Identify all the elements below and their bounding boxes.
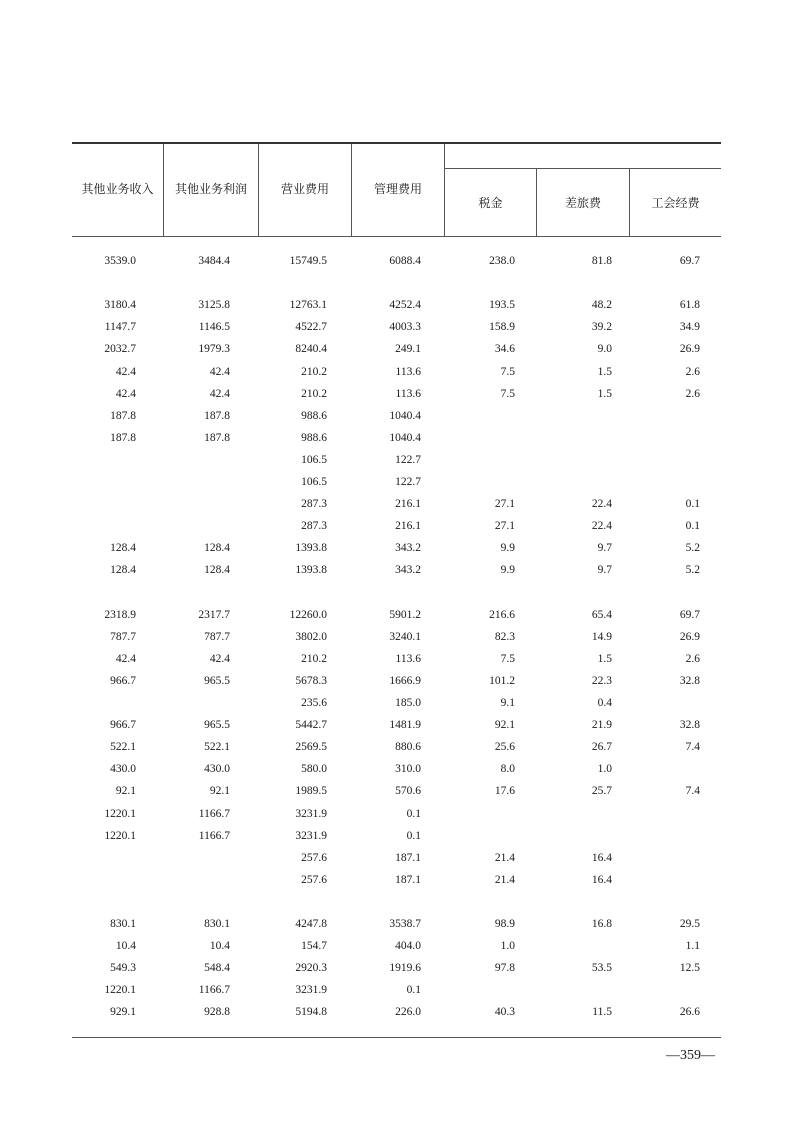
table-cell: 1147.7 [104,321,136,334]
table-cell: 26.7 [591,741,612,754]
table-cell: 570.6 [395,785,421,798]
table-cell: 1481.9 [389,719,421,732]
table-cell: 3539.0 [104,255,136,267]
table-cell: 216.1 [395,498,421,511]
table-cell: 1040.4 [389,431,421,444]
table-cell: 548.4 [204,962,230,975]
table-cell: 9.7 [597,542,612,555]
table-cell: 3484.4 [198,255,230,267]
table-cell: 522.1 [204,741,230,754]
table-cell: 1166.7 [198,984,230,997]
table-cell: 29.5 [679,918,700,930]
table-cell: 310.0 [395,763,421,776]
table-cell: 1146.5 [198,321,230,334]
table-cell: 21.4 [494,851,515,864]
table-cell: 2569.5 [295,741,327,754]
table-cell: 522.1 [110,741,136,754]
table-cell: 3538.7 [389,918,421,930]
table-cell: 965.5 [204,719,230,732]
table-row [0,316,793,338]
table-cell: 9.1 [500,697,515,709]
subheader-rule [444,168,721,169]
table-cell: 187.8 [204,409,230,422]
table-cell: 4247.8 [295,918,327,930]
table-cell: 1166.7 [198,829,230,842]
table-cell: 92.1 [115,785,136,798]
table-cell: 216.1 [395,520,421,533]
table-cell: 12763.1 [289,299,327,312]
table-cell: 787.7 [204,630,230,643]
table-cell: 966.7 [110,719,136,732]
table-cell: 3240.1 [389,630,421,643]
table-cell: 2.6 [685,652,700,665]
table-cell: 16.8 [591,918,612,930]
table-row [0,869,793,891]
table-cell: 27.1 [494,520,515,533]
column-header-union-fee: 工会经费 [651,196,700,210]
table-cell: 187.1 [395,873,421,886]
table-cell: 128.4 [110,542,136,555]
table-cell: 1666.9 [389,674,421,687]
table-cell: 5442.7 [295,719,327,732]
table-cell: 122.7 [395,453,421,466]
table-cell: 26.6 [679,1006,700,1019]
table-cell: 2.6 [685,387,700,400]
table-cell: 988.6 [301,431,327,444]
table-cell: 101.2 [489,674,515,687]
table-cell: 5.2 [685,542,700,555]
table-cell: 1989.5 [295,785,327,798]
table-cell: 106.5 [301,476,327,488]
table-cell: 1.0 [597,763,612,776]
table-cell: 0.1 [406,807,421,820]
table-cell: 7.5 [500,387,515,400]
table-cell: 580.0 [301,763,327,776]
table-cell: 0.1 [685,498,700,511]
table-row [0,780,793,802]
table-cell: 154.7 [301,940,327,953]
table-cell: 9.9 [500,564,515,577]
table-cell: 113.6 [395,387,421,400]
table-cell: 25.7 [591,785,612,798]
table-cell: 216.6 [489,608,515,621]
table-cell: 4003.3 [389,321,421,334]
table-cell: 9.7 [597,564,612,577]
table-row [0,604,793,626]
table-cell: 27.1 [494,498,515,511]
table-cell: 7.5 [500,652,515,665]
table-cell: 92.1 [209,785,230,798]
header-divider [444,144,445,236]
table-cell: 1220.1 [104,807,136,820]
table-cell: 65.4 [591,608,612,621]
table-cell: 3231.9 [295,829,327,842]
column-header-operating-expense: 营业费用 [280,182,329,196]
bottom-rule [72,1037,721,1038]
table-cell: 17.6 [494,785,515,798]
table-cell: 880.6 [395,741,421,754]
table-row [0,957,793,979]
table-cell: 1220.1 [104,984,136,997]
table-cell: 0.1 [406,829,421,842]
table-cell: 92.1 [494,719,515,732]
table-cell: 988.6 [301,409,327,422]
table-cell: 12260.0 [289,608,327,621]
table-cell: 238.0 [489,255,515,267]
table-cell: 5678.3 [295,674,327,687]
table-cell: 7.4 [685,785,700,798]
table-cell: 787.7 [110,630,136,643]
table-cell: 42.4 [115,652,136,665]
table-cell: 113.6 [395,652,421,665]
table-cell: 210.2 [301,365,327,378]
table-cell: 53.5 [591,962,612,975]
table-cell: 928.8 [204,1006,230,1019]
table-cell: 32.8 [679,674,700,687]
table-row [0,692,793,714]
table-cell: 1919.6 [389,962,421,975]
table-row [0,427,793,449]
table-cell: 97.8 [494,962,515,975]
table-cell: 1979.3 [198,343,230,356]
table-cell: 98.9 [494,918,515,930]
table-cell: 42.4 [209,387,230,400]
table-row [0,758,793,780]
table-row [0,1001,793,1023]
table-cell: 210.2 [301,652,327,665]
table-cell: 0.4 [597,697,612,709]
table-cell: 16.4 [591,851,612,864]
table-cell: 235.6 [301,697,327,709]
table-row [0,714,793,736]
header-bottom-rule [72,236,721,237]
table-cell: 7.4 [685,741,700,754]
table-cell: 3125.8 [198,299,230,312]
table-cell: 82.3 [494,630,515,643]
table-row [0,383,793,405]
table-row [0,803,793,825]
table-cell: 830.1 [204,918,230,930]
table-cell: 113.6 [395,365,421,378]
table-row [0,515,793,537]
table-cell: 2.6 [685,365,700,378]
table-cell: 430.0 [204,763,230,776]
table-cell: 1.0 [500,940,515,953]
table-row [0,979,793,1001]
table-cell: 26.9 [679,343,700,356]
table-cell: 15749.5 [289,255,327,267]
table-row [0,250,793,272]
table-cell: 257.6 [301,851,327,864]
table-row [0,648,793,670]
table-cell: 69.7 [679,255,700,267]
table-cell: 549.3 [110,962,136,975]
table-cell: 5.2 [685,564,700,577]
table-cell: 106.5 [301,453,327,466]
table-row [0,405,793,427]
column-header-management-expense: 管理费用 [373,182,422,196]
table-cell: 22.4 [591,520,612,533]
table-cell: 2920.3 [295,962,327,975]
table-cell: 9.0 [597,343,612,356]
table-cell: 4522.7 [295,321,327,334]
table-cell: 193.5 [489,299,515,312]
table-cell: 32.8 [679,719,700,732]
table-cell: 3802.0 [295,630,327,643]
column-header-other-business-profit: 其他业务利润 [174,182,247,196]
table-cell: 128.4 [110,564,136,577]
table-row [0,471,793,493]
table-cell: 2317.7 [198,608,230,621]
table-cell: 26.9 [679,630,700,643]
table-cell: 226.0 [395,1006,421,1019]
table-cell: 61.8 [679,299,700,312]
table-cell: 0.1 [406,984,421,997]
table-cell: 3231.9 [295,807,327,820]
table-cell: 34.6 [494,343,515,356]
table-cell: 69.7 [679,608,700,621]
table-cell: 1220.1 [104,829,136,842]
table-cell: 187.8 [204,431,230,444]
page-number: —359— [666,1048,715,1063]
table-cell: 1166.7 [198,807,230,820]
column-header-tax: 税金 [478,196,503,210]
table-cell: 210.2 [301,387,327,400]
table-cell: 1.1 [685,940,700,953]
table-cell: 122.7 [395,476,421,488]
table-cell: 42.4 [115,365,136,378]
table-cell: 185.0 [395,697,421,709]
table-cell: 1393.8 [295,542,327,555]
column-header-other-business-income: 其他业务收入 [81,182,154,196]
table-cell: 39.2 [591,321,612,334]
table-cell: 42.4 [209,365,230,378]
table-cell: 42.4 [115,387,136,400]
table-cell: 404.0 [395,940,421,953]
table-row [0,559,793,581]
table-cell: 16.4 [591,873,612,886]
table-cell: 929.1 [110,1006,136,1019]
table-cell: 187.8 [110,409,136,422]
table-row [0,626,793,648]
table-cell: 14.9 [591,630,612,643]
table-cell: 40.3 [494,1006,515,1019]
table-cell: 966.7 [110,674,136,687]
table-row [0,670,793,692]
table-cell: 42.4 [209,652,230,665]
table-cell: 343.2 [395,564,421,577]
table-cell: 12.5 [679,962,700,975]
table-cell: 158.9 [489,321,515,334]
table-cell: 830.1 [110,918,136,930]
table-cell: 22.4 [591,498,612,511]
table-cell: 10.4 [209,940,230,953]
table-cell: 1393.8 [295,564,327,577]
table-cell: 6088.4 [389,255,421,267]
table-cell: 25.6 [494,741,515,754]
table-cell: 10.4 [115,940,136,953]
table-cell: 1.5 [597,365,612,378]
table-row [0,537,793,559]
table-cell: 128.4 [204,542,230,555]
table-cell: 1.5 [597,652,612,665]
table-cell: 2318.9 [104,608,136,621]
table-cell: 3231.9 [295,984,327,997]
table-cell: 1.5 [597,387,612,400]
table-cell: 34.9 [679,321,700,334]
table-cell: 430.0 [110,763,136,776]
table-cell: 249.1 [395,343,421,356]
table-cell: 343.2 [395,542,421,555]
column-header-travel-expense: 差旅费 [564,196,601,210]
table-cell: 8240.4 [295,343,327,356]
table-row [0,493,793,515]
table-cell: 48.2 [591,299,612,312]
table-cell: 187.1 [395,851,421,864]
table-cell: 5901.2 [389,608,421,621]
table-row [0,736,793,758]
table-cell: 287.3 [301,498,327,511]
table-cell: 21.9 [591,719,612,732]
table-row [0,825,793,847]
table-top-rule [72,142,721,144]
table-row [0,891,793,913]
table-row [0,582,793,604]
table-cell: 2032.7 [104,343,136,356]
table-cell: 187.8 [110,431,136,444]
table-cell: 287.3 [301,520,327,533]
table-cell: 0.1 [685,520,700,533]
table-cell: 5194.8 [295,1006,327,1019]
table-row [0,272,793,294]
table-row [0,913,793,935]
table-cell: 7.5 [500,365,515,378]
table-row [0,338,793,360]
table-cell: 257.6 [301,873,327,886]
table-row [0,294,793,316]
table-row [0,935,793,957]
table-cell: 1040.4 [389,409,421,422]
table-cell: 11.5 [592,1006,612,1019]
table-cell: 8.0 [500,763,515,776]
table-cell: 3180.4 [104,299,136,312]
table-cell: 81.8 [591,255,612,267]
table-cell: 4252.4 [389,299,421,312]
table-row [0,449,793,471]
table-row [0,847,793,869]
table-cell: 965.5 [204,674,230,687]
table-row [0,361,793,383]
table-cell: 9.9 [500,542,515,555]
table-cell: 21.4 [494,873,515,886]
table-cell: 128.4 [204,564,230,577]
table-cell: 22.3 [591,674,612,687]
